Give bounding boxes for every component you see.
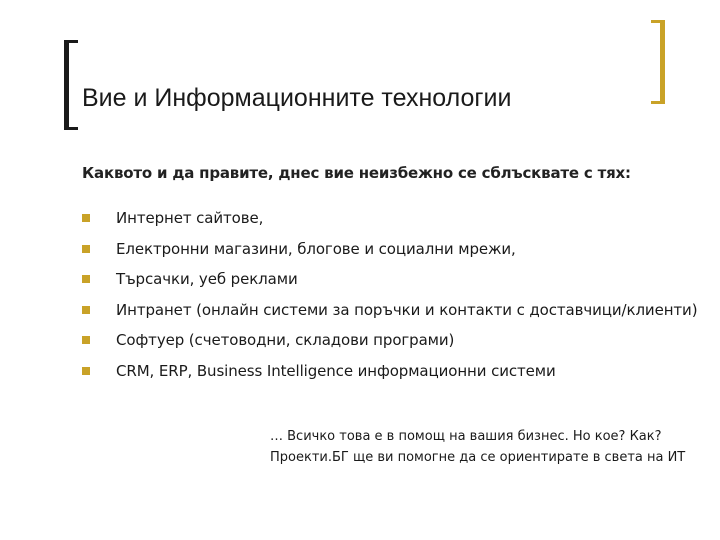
right-bracket-decoration (651, 20, 665, 104)
list-item (82, 234, 697, 265)
list-item-text: Интранет (онлайн системи за поръчки и контакти с доставчици/клиенти) (116, 300, 698, 319)
slide-title: Вие и Информационните технологии (82, 84, 512, 112)
square-bullet-icon (82, 367, 90, 375)
square-bullet-icon (82, 336, 90, 344)
square-bullet-icon (82, 214, 90, 222)
list-item (82, 356, 697, 387)
bullet-list (82, 203, 697, 386)
list-item-text: Търсачки, уеб реклами (116, 270, 298, 289)
slide-subtitle: Каквото и да правите, днес вие неизбежно се сблъсквате с тях: (82, 164, 631, 182)
square-bullet-icon (82, 306, 90, 314)
closing-note-line-2: Проекти.БГ ще ви помогне да се ориентирате в света на ИТ (270, 450, 686, 465)
list-item (82, 295, 697, 326)
list-item (82, 264, 697, 295)
list-item (82, 203, 697, 234)
list-item-text: Електронни магазини, блогове и социални мрежи, (116, 239, 516, 258)
list-item-text: CRM, ERP, Business Intelligence информационни системи (116, 361, 556, 380)
list-item (82, 325, 697, 356)
left-bracket-decoration (64, 40, 78, 130)
square-bullet-icon (82, 245, 90, 253)
list-item-text: Интернет сайтове, (116, 209, 264, 228)
list-item-text: Софтуер (счетоводни, складови програми) (116, 331, 455, 350)
closing-note-line-1: … Всичко това е в помощ на вашия бизнес. Но кое? Как? (270, 429, 662, 444)
closing-note (270, 426, 685, 468)
square-bullet-icon (82, 275, 90, 283)
